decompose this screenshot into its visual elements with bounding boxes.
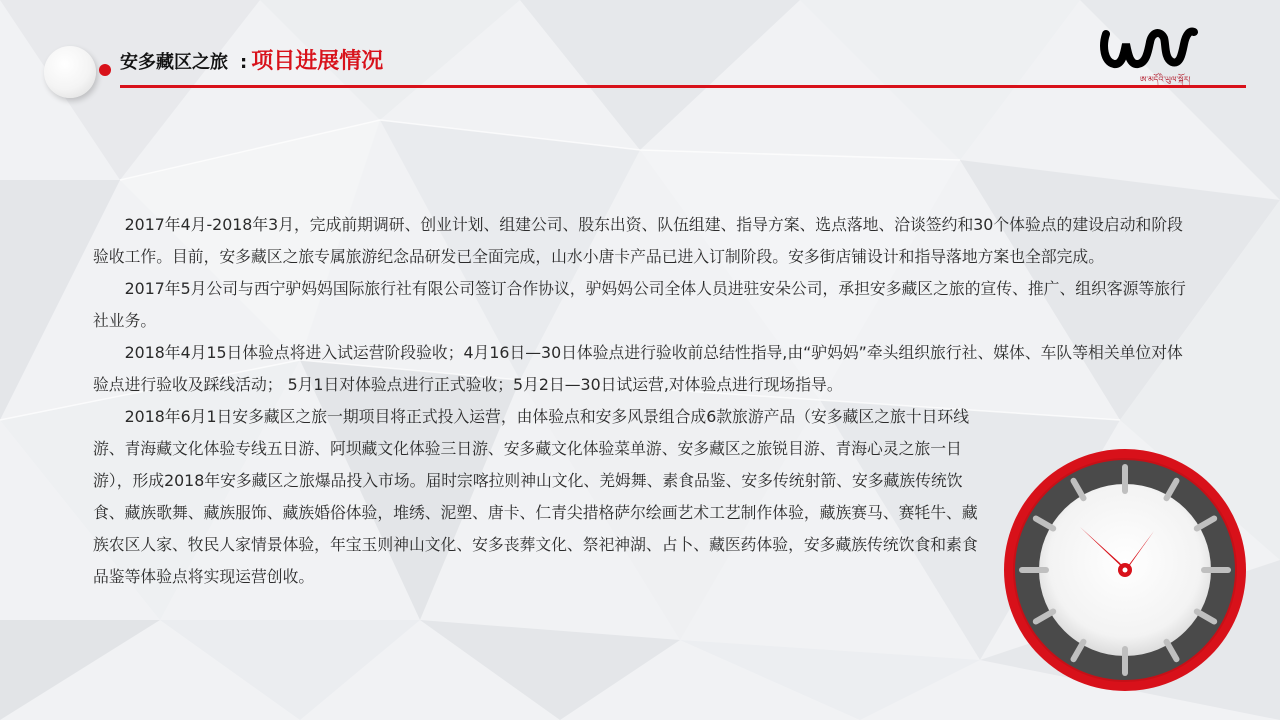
title-separator: : xyxy=(240,52,248,73)
brand-title: 安多藏区之旅 xyxy=(120,52,228,73)
header-divider xyxy=(120,85,1246,88)
logo-mark-icon xyxy=(1098,24,1202,74)
paragraph-3: 2018年4月15日体验点将进入试运营阶段验收；4月16日—30日体验点进行验收前总结性指导,由“驴妈妈”牵头组织旅行社、媒体、车队等相关单位对体验点进行验收及踩线活动； 5月1日对体验点进行正式验收；5月2日—30日试运营,对体验点进行现场指导。 xyxy=(93,343,1183,394)
paragraph-1: 2017年4月-2018年3月，完成前期调研、创业计划、组建公司、股东出资、队伍组建、指导方案、选点落地、洽谈签约和30个体验点的建设启动和阶段验收工作。目前，安多藏区之旅专属旅游纪念品研发已全面完成，山水小唐卡产品已进入订制阶段。安多街店铺设计和指导落地方案也全部完成。 xyxy=(93,215,1183,266)
section-title: 项目进展情况 xyxy=(251,49,384,74)
page-title xyxy=(120,46,383,78)
header-red-dot xyxy=(99,64,111,76)
logo-tibetan-text: ཨ་མདོའི་ཡུལ་སྐོར། xyxy=(1140,75,1191,84)
header-decorative-disc xyxy=(44,46,96,98)
paragraph-2: 2017年5月公司与西宁驴妈妈国际旅行社有限公司签订合作协议，驴妈妈公司全体人员进驻安朵公司，承担安多藏区之旅的宣传、推广、组织客源等旅行社业务。 xyxy=(93,279,1186,330)
company-logo xyxy=(1098,24,1202,86)
paragraph-4: 2018年6月1日安多藏区之旅一期项目将正式投入运营，由体验点和安多风景组合成6款旅游产品（安多藏区之旅十日环线游、青海藏文化体验专线五日游、阿坝藏文化体验三日游、安多藏文化体验菜单游、安多藏区之旅锐目游、青海心灵之旅一日游），形成2018年安多藏区之旅爆品投入市场。届时宗喀拉则神山文化、羌姆舞、素食品鉴、安多传统射箭、安多藏族传统饮食、藏族歌舞、藏族服饰、藏族婚俗体验，堆绣、泥塑、唐卡、仁青尖措格萨尔绘画艺术工艺制作体验，藏族赛马、赛牦牛、藏族农区人家、牧民人家情景体验，年宝玉则神山文化、安多丧葬文化、祭祀神湖、占卜、藏医药体验，安多藏族传统饮食和素食品鉴等体验点将实现运营创收。 xyxy=(93,407,978,586)
clock-icon xyxy=(1002,447,1248,693)
